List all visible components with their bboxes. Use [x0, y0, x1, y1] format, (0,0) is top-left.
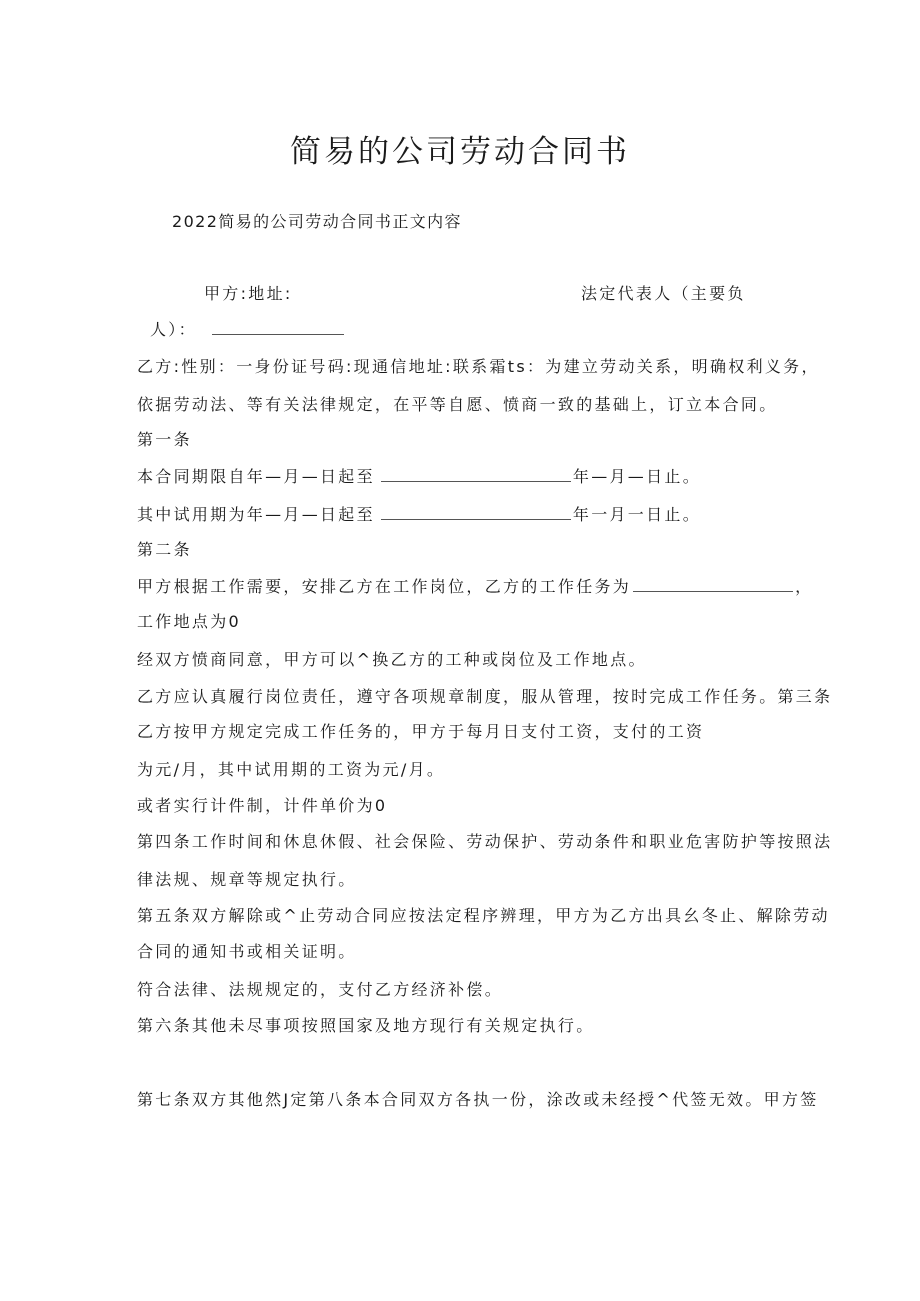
piece-rate-line: 或者实行计件制，计件单价为0 — [137, 796, 388, 815]
article-4-line-1: 第四条工作时间和休息休假、社会保险、劳动保护、劳动条件和职业危害防护等按照法 — [137, 832, 833, 851]
party-b-info: 乙方:性别：一身份证号码:现通信地址:联系霜ts：为建立劳动关系，明确权利义务， — [137, 357, 820, 376]
document-title: 简易的公司劳动合同书 — [290, 134, 630, 170]
article-4-line-2: 律法规、规章等规定执行。 — [137, 870, 357, 889]
document-subtitle: 2022简易的公司劳动合同书正文内容 — [172, 212, 462, 231]
wage-line-1: 乙方按甲方规定完成工作任务的，甲方于每月日支付工资，支付的工资 — [137, 722, 705, 741]
trial-period-line — [137, 504, 701, 526]
job-task-line — [137, 576, 813, 598]
article-7-line: 第七条双方其他然J定第八条本合同双方各执一份，涂改或未经授^代签无效。甲方签 — [137, 1090, 819, 1109]
contract-term-line — [137, 466, 701, 488]
trial-period-end: 年一月一日止。 — [572, 505, 702, 524]
article-2-heading: 第二条 — [137, 540, 192, 559]
basis-paragraph: 依据劳动法、等有关法律规定，在平等自愿、愤商一致的基础上，订立本合同。 — [137, 395, 778, 414]
article-5-line-2: 合同的通知书或相关证明。 — [137, 942, 357, 961]
trial-period-blank[interactable] — [381, 505, 571, 520]
contract-term-start: 本合同期限自年—月—日起至 — [137, 467, 375, 486]
wage-line-2: 为元/月，其中试用期的工资为元/月。 — [137, 760, 446, 779]
article-6-line: 第六条其他未尽事项按照国家及地方现行有关规定执行。 — [137, 1016, 595, 1035]
position-change-line: 经双方愤商同意，甲方可以^换乙方的工种或岗位及工作地点。 — [137, 650, 647, 669]
duty-line: 乙方应认真履行岗位责任，遵守各项规章制度，服从管理，按时完成工作任务。第三条 — [137, 687, 833, 706]
article-5-line-1: 第五条双方解除或^止劳动合同应按法定程序辨理，甲方为乙方出具幺冬止、解除劳动 — [137, 906, 830, 925]
article-1-heading: 第一条 — [137, 430, 192, 449]
party-a-representative-label-cont: 人）： — [150, 320, 197, 339]
job-task-blank[interactable] — [633, 577, 793, 592]
compensation-line: 符合法律、法规规定的，支付乙方经济补偿。 — [137, 980, 504, 999]
trial-period-start: 其中试用期为年—月—日起至 — [137, 505, 375, 524]
party-a-representative-line — [150, 319, 344, 341]
party-a-representative-label: 法定代表人（主要负 — [581, 284, 746, 303]
representative-blank[interactable] — [212, 320, 344, 335]
party-a-address-label: 甲方:地址: — [204, 284, 293, 303]
job-task-text: 甲方根据工作需要，安排乙方在工作岗位，乙方的工作任务为 — [137, 577, 632, 596]
job-task-comma: ， — [795, 577, 814, 596]
contract-term-blank[interactable] — [381, 467, 571, 482]
work-place-line: 工作地点为0 — [137, 612, 241, 631]
contract-term-end: 年—月—日止。 — [572, 467, 702, 486]
